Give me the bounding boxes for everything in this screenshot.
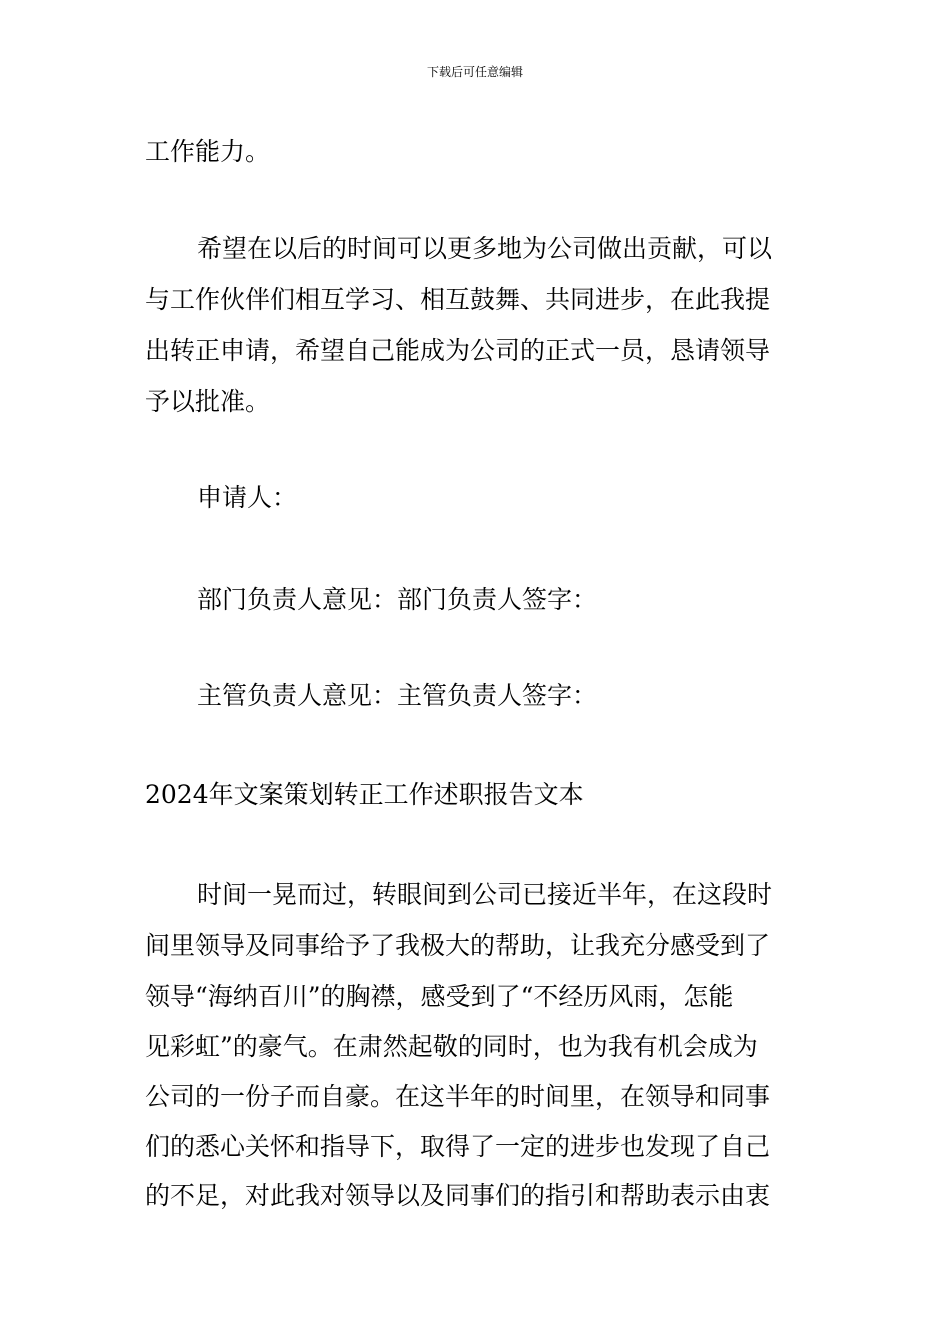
paragraph-line: 的不足，对此我对领导以及同事们的指引和帮助表示由衷 (145, 1181, 771, 1210)
paragraph-line: 见彩虹”的豪气。在肃然起敬的同时，也为我有机会成为 (145, 1032, 758, 1061)
paragraph-line: 公司的一份子而自豪。在这半年的时间里，在领导和同事 (145, 1082, 771, 1111)
paragraph-line: 领导“海纳百川”的胸襟，感受到了“不经历风雨，怎能 (145, 982, 734, 1011)
paragraph-line: 间里领导及同事给予了我极大的帮助，让我充分感受到了 (145, 931, 771, 960)
paragraph-line: 时间一晃而过，转眼间到公司已接近半年，在这段时 (197, 880, 773, 909)
supervisor-opinion-line: 主管负责人意见：主管负责人签字： (197, 681, 598, 710)
section-title: 2024年文案策划转正工作述职报告文本 (145, 780, 584, 809)
paragraph-line: 与工作伙伴们相互学习、相互鼓舞、共同进步，在此我提 (145, 285, 771, 314)
paragraph-line: 工作能力。 (145, 137, 271, 166)
applicant-label: 申请人： (197, 483, 298, 512)
paragraph-line: 希望在以后的时间可以更多地为公司做出贡献，可以 (197, 234, 773, 263)
paragraph-line: 们的悉心关怀和指导下，取得了一定的进步也发现了自己 (145, 1132, 771, 1161)
department-opinion-line: 部门负责人意见：部门负责人签字： (197, 585, 598, 614)
page-header: 下载后可任意编辑 (426, 65, 523, 79)
paragraph-line: 予以批准。 (145, 387, 271, 416)
paragraph-line: 出转正申请，希望自己能成为公司的正式一员，恳请领导 (145, 336, 771, 365)
